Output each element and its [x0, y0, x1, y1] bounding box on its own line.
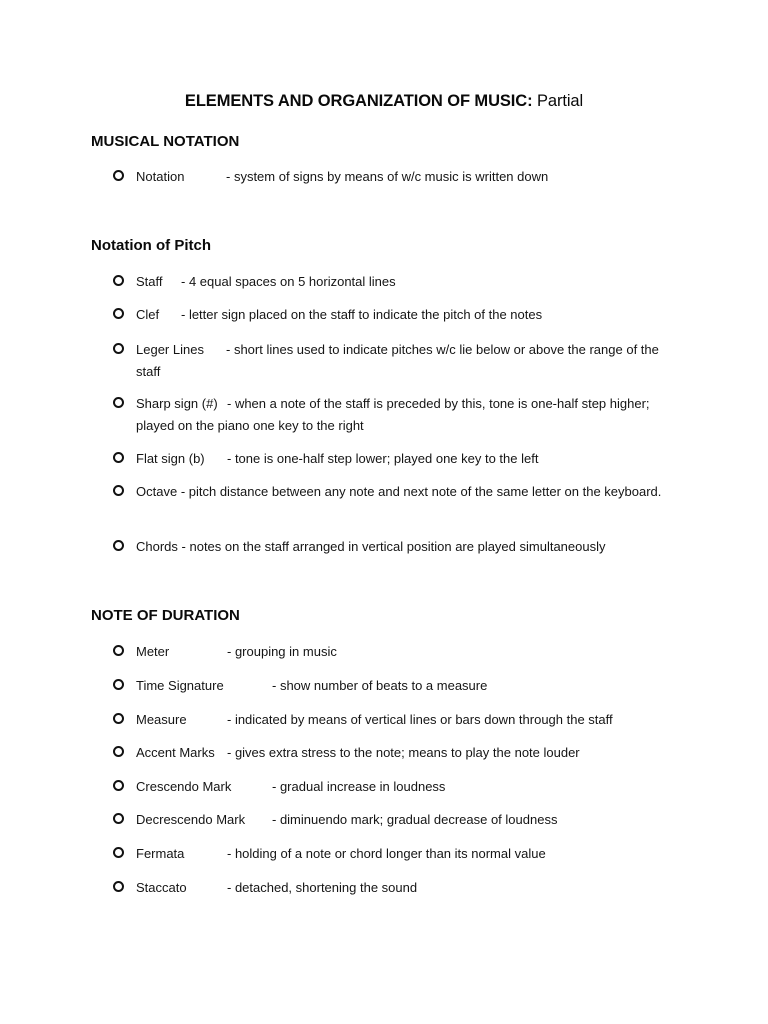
item-term: Meter: [136, 644, 170, 659]
item-term: Staccato: [136, 880, 187, 895]
title-suffix: Partial: [536, 92, 584, 110]
list-item: [113, 166, 683, 188]
circle-bullet-icon: [113, 746, 124, 757]
circle-bullet-icon: [113, 275, 124, 286]
list-item: [113, 304, 683, 326]
list-item: [113, 339, 683, 382]
circle-bullet-icon: [113, 847, 124, 858]
item-definition: - gives extra stress to the note; means to play the note louder: [227, 745, 580, 760]
item-definition: - indicated by means of vertical lines or bars down through the staff: [227, 712, 613, 727]
item-term: Octave: [136, 484, 178, 499]
list-item: [113, 843, 683, 865]
page-title: [0, 92, 768, 111]
circle-bullet-icon: [113, 397, 124, 408]
circle-bullet-icon: [113, 881, 124, 892]
circle-bullet-icon: [113, 540, 124, 551]
item-definition: - diminuendo mark; gradual decrease of loudness: [272, 812, 558, 827]
circle-bullet-icon: [113, 170, 124, 181]
circle-bullet-icon: [113, 645, 124, 656]
item-term: Chords: [136, 539, 178, 554]
item-definition: - holding of a note or chord longer than its normal value: [227, 846, 546, 861]
list-item: [113, 776, 683, 798]
section-heading-musical-notation: MUSICAL NOTATION: [91, 133, 240, 150]
list-item: [113, 271, 683, 293]
circle-bullet-icon: [113, 452, 124, 463]
item-definition: - detached, shortening the sound: [227, 880, 418, 895]
item-definition: - 4 equal spaces on 5 horizontal lines: [181, 274, 396, 289]
item-definition: - short lines used to indicate pitches w/c lie below or above the range of the staff: [136, 342, 663, 379]
item-definition: - letter sign placed on the staff to indicate the pitch of the notes: [181, 307, 543, 322]
item-term: Decrescendo Mark: [136, 812, 246, 827]
list-item: [113, 709, 683, 731]
item-definition: - when a note of the staff is preceded by this, tone is one-half step higher; played on the piano one key to the right: [136, 396, 654, 433]
list-item: [113, 536, 683, 558]
item-definition: - pitch distance between any note and next note of the same letter on the keyboard.: [180, 484, 662, 499]
item-term: Accent Marks: [136, 745, 215, 760]
title-main: ELEMENTS AND ORGANIZATION OF MUSIC:: [184, 92, 533, 110]
item-definition: - show number of beats to a measure: [272, 678, 488, 693]
item-definition: - gradual increase in loudness: [272, 779, 446, 794]
item-definition: - notes on the staff arranged in vertical position are played simultaneously: [181, 539, 606, 554]
item-term: Sharp sign (#): [136, 396, 218, 411]
item-term: Measure: [136, 712, 187, 727]
item-definition: - tone is one-half step lower; played one key to the left: [227, 451, 539, 466]
item-term: Staff: [136, 274, 163, 289]
circle-bullet-icon: [113, 679, 124, 690]
circle-bullet-icon: [113, 343, 124, 354]
list-item: [113, 393, 683, 436]
list-item: [113, 481, 683, 503]
circle-bullet-icon: [113, 813, 124, 824]
section-heading-notation-of-pitch: Notation of Pitch: [91, 237, 211, 254]
circle-bullet-icon: [113, 485, 124, 496]
list-item: [113, 675, 683, 697]
item-definition: - system of signs by means of w/c music is written down: [226, 169, 549, 184]
circle-bullet-icon: [113, 713, 124, 724]
list-item: [113, 877, 683, 899]
section-heading-note-of-duration: NOTE OF DURATION: [91, 607, 240, 624]
circle-bullet-icon: [113, 308, 124, 319]
item-term: Clef: [136, 307, 160, 322]
item-term: Crescendo Mark: [136, 779, 232, 794]
item-term: Time Signature: [136, 678, 224, 693]
list-item: [113, 742, 683, 764]
item-definition: - grouping in music: [227, 644, 337, 659]
item-term: Fermata: [136, 846, 185, 861]
list-item: [113, 448, 683, 470]
item-term: Leger Lines: [136, 342, 204, 357]
item-term: Flat sign (b): [136, 451, 205, 466]
item-term: Notation: [136, 169, 185, 184]
circle-bullet-icon: [113, 780, 124, 791]
list-item: [113, 809, 683, 831]
list-item: [113, 641, 683, 663]
